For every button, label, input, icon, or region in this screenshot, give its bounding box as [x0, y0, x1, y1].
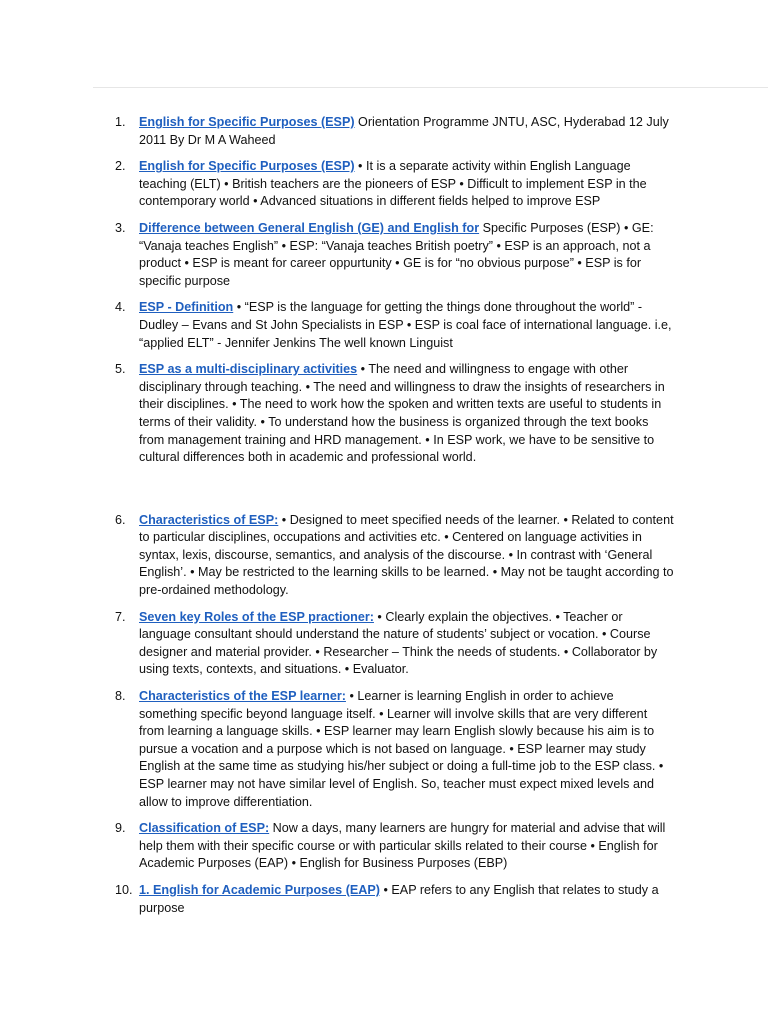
- item-link[interactable]: ESP - Definition: [139, 300, 234, 315]
- item-link[interactable]: 1. English for Academic Purposes (EAP): [139, 882, 380, 897]
- item-body: [139, 158, 675, 211]
- item-body: [139, 882, 675, 917]
- item-text: • Clearly explain the objectives. • Teacher or language consultant should understand the nature of students’ subject or vocation. • Course designer and material provider. • Researcher – Think the needs of students. • Collaborator by using texts, contexts, and situations. • Evaluator.: [139, 609, 658, 677]
- item-number: 6.: [115, 512, 126, 527]
- item-link[interactable]: English for Specific Purposes (ESP): [139, 115, 355, 129]
- list-item: [115, 512, 675, 600]
- item-number: 4.: [115, 300, 126, 315]
- item-text: Orientation Programme JNTU, ASC, Hyderabad 12 July 2011 By Dr M A Waheed: [139, 115, 669, 147]
- item-body: [139, 361, 675, 467]
- item-link[interactable]: Difference between General English (GE) and English for: [139, 220, 480, 235]
- spacer: [115, 476, 675, 512]
- item-link[interactable]: English for Specific Purposes (ESP): [139, 159, 355, 174]
- item-body: [139, 512, 675, 600]
- list-item: [115, 158, 675, 211]
- list-item: [115, 820, 675, 873]
- item-text: • “ESP is the language for getting the things done throughout the world” - Dudley – Evans and St John Specialists in ESP • ESP is coal face of international language. i.e, “applied ELT” - Jennifer Jenkins The well known Linguist: [139, 300, 672, 350]
- item-text: • The need and willingness to engage with other disciplinary through teaching. • The need and willingness to draw the insights of researchers in their disciplines. • The need to work how the spoken and written texts are useful to students in terms of their validity. • To understand how the business is organized through the text books from management training and HRD management. • In ESP work, we have to be sensitive to cultural differences both in academic and professional world.: [139, 362, 665, 465]
- item-link[interactable]: Seven key Roles of the ESP practioner:: [139, 609, 374, 624]
- list-item: [115, 688, 675, 811]
- item-body: [139, 114, 675, 149]
- item-text: • It is a separate activity within English Language teaching (ELT) • British teachers are the pioneers of ESP • Difficult to implement ESP in the contemporary world • Advanced situations in different fields helped to improve ESP: [139, 159, 647, 209]
- list-item: [115, 609, 675, 679]
- item-number: 5.: [115, 362, 126, 377]
- item-number: 8.: [115, 689, 126, 704]
- header-divider: [93, 87, 768, 88]
- item-text: • EAP refers to any English that relates to study a purpose: [139, 882, 659, 915]
- item-number: 10.: [115, 882, 133, 897]
- document-body: [115, 114, 675, 926]
- item-link[interactable]: Characteristics of ESP:: [139, 512, 279, 527]
- list-item: [115, 882, 675, 917]
- item-text: Now a days, many learners are hungry for material and advise that will help them with their specific course or with particular skills related to their course • English for Academic Purposes (EAP) • English for Business Purposes (EBP): [139, 821, 666, 871]
- list-item: [115, 299, 675, 352]
- item-body: [139, 220, 675, 290]
- item-link[interactable]: ESP as a multi-disciplinary activities: [139, 362, 358, 377]
- item-body: [139, 609, 675, 679]
- item-text: • Learner is learning English in order to achieve something specific beyond language itself. • Learner will involve skills that are very different from learning a language skills. • ESP learner may learn English slowly because his aim is to pursue a vocation and a purpose which is not based on language. • ESP learner may study English at the same time as studying his/her subject or doing a full-time job to the ESP class. • ESP learner may not have similar level of English. So, teacher must expect mixed levels and allow to improve differentiation.: [139, 689, 664, 809]
- item-number: 9.: [115, 821, 126, 836]
- item-body: [139, 299, 675, 352]
- item-link[interactable]: Characteristics of the ESP learner:: [139, 689, 346, 704]
- item-body: [139, 688, 675, 811]
- item-number: 2.: [115, 159, 126, 174]
- item-text: • Designed to meet specified needs of the learner. • Related to content to particular disciplines, occupations and activities etc. • Centered on language activities in syntax, lexis, discourse, semantics, and analysis of the discourse. • In contrast with ‘General English’. • May be restricted to the learning skills to be learned. • May not be taught according to pre-ordained methodology.: [139, 512, 674, 598]
- item-number: 7.: [115, 609, 126, 624]
- item-body: [139, 820, 675, 873]
- item-number: 1.: [115, 115, 126, 129]
- item-number: 3.: [115, 220, 126, 235]
- item-text: Specific Purposes (ESP) • GE: “Vanaja teaches English” • ESP: “Vanaja teaches British poetry” • ESP is an approach, not a product • ESP is meant for career oppurtunity • GE is for “no obvious purpose” • ESP is for specific purpose: [139, 220, 654, 288]
- list-item: [115, 114, 675, 149]
- list-item: [115, 220, 675, 290]
- list-item: [115, 361, 675, 467]
- item-link[interactable]: Classification of ESP:: [139, 821, 270, 836]
